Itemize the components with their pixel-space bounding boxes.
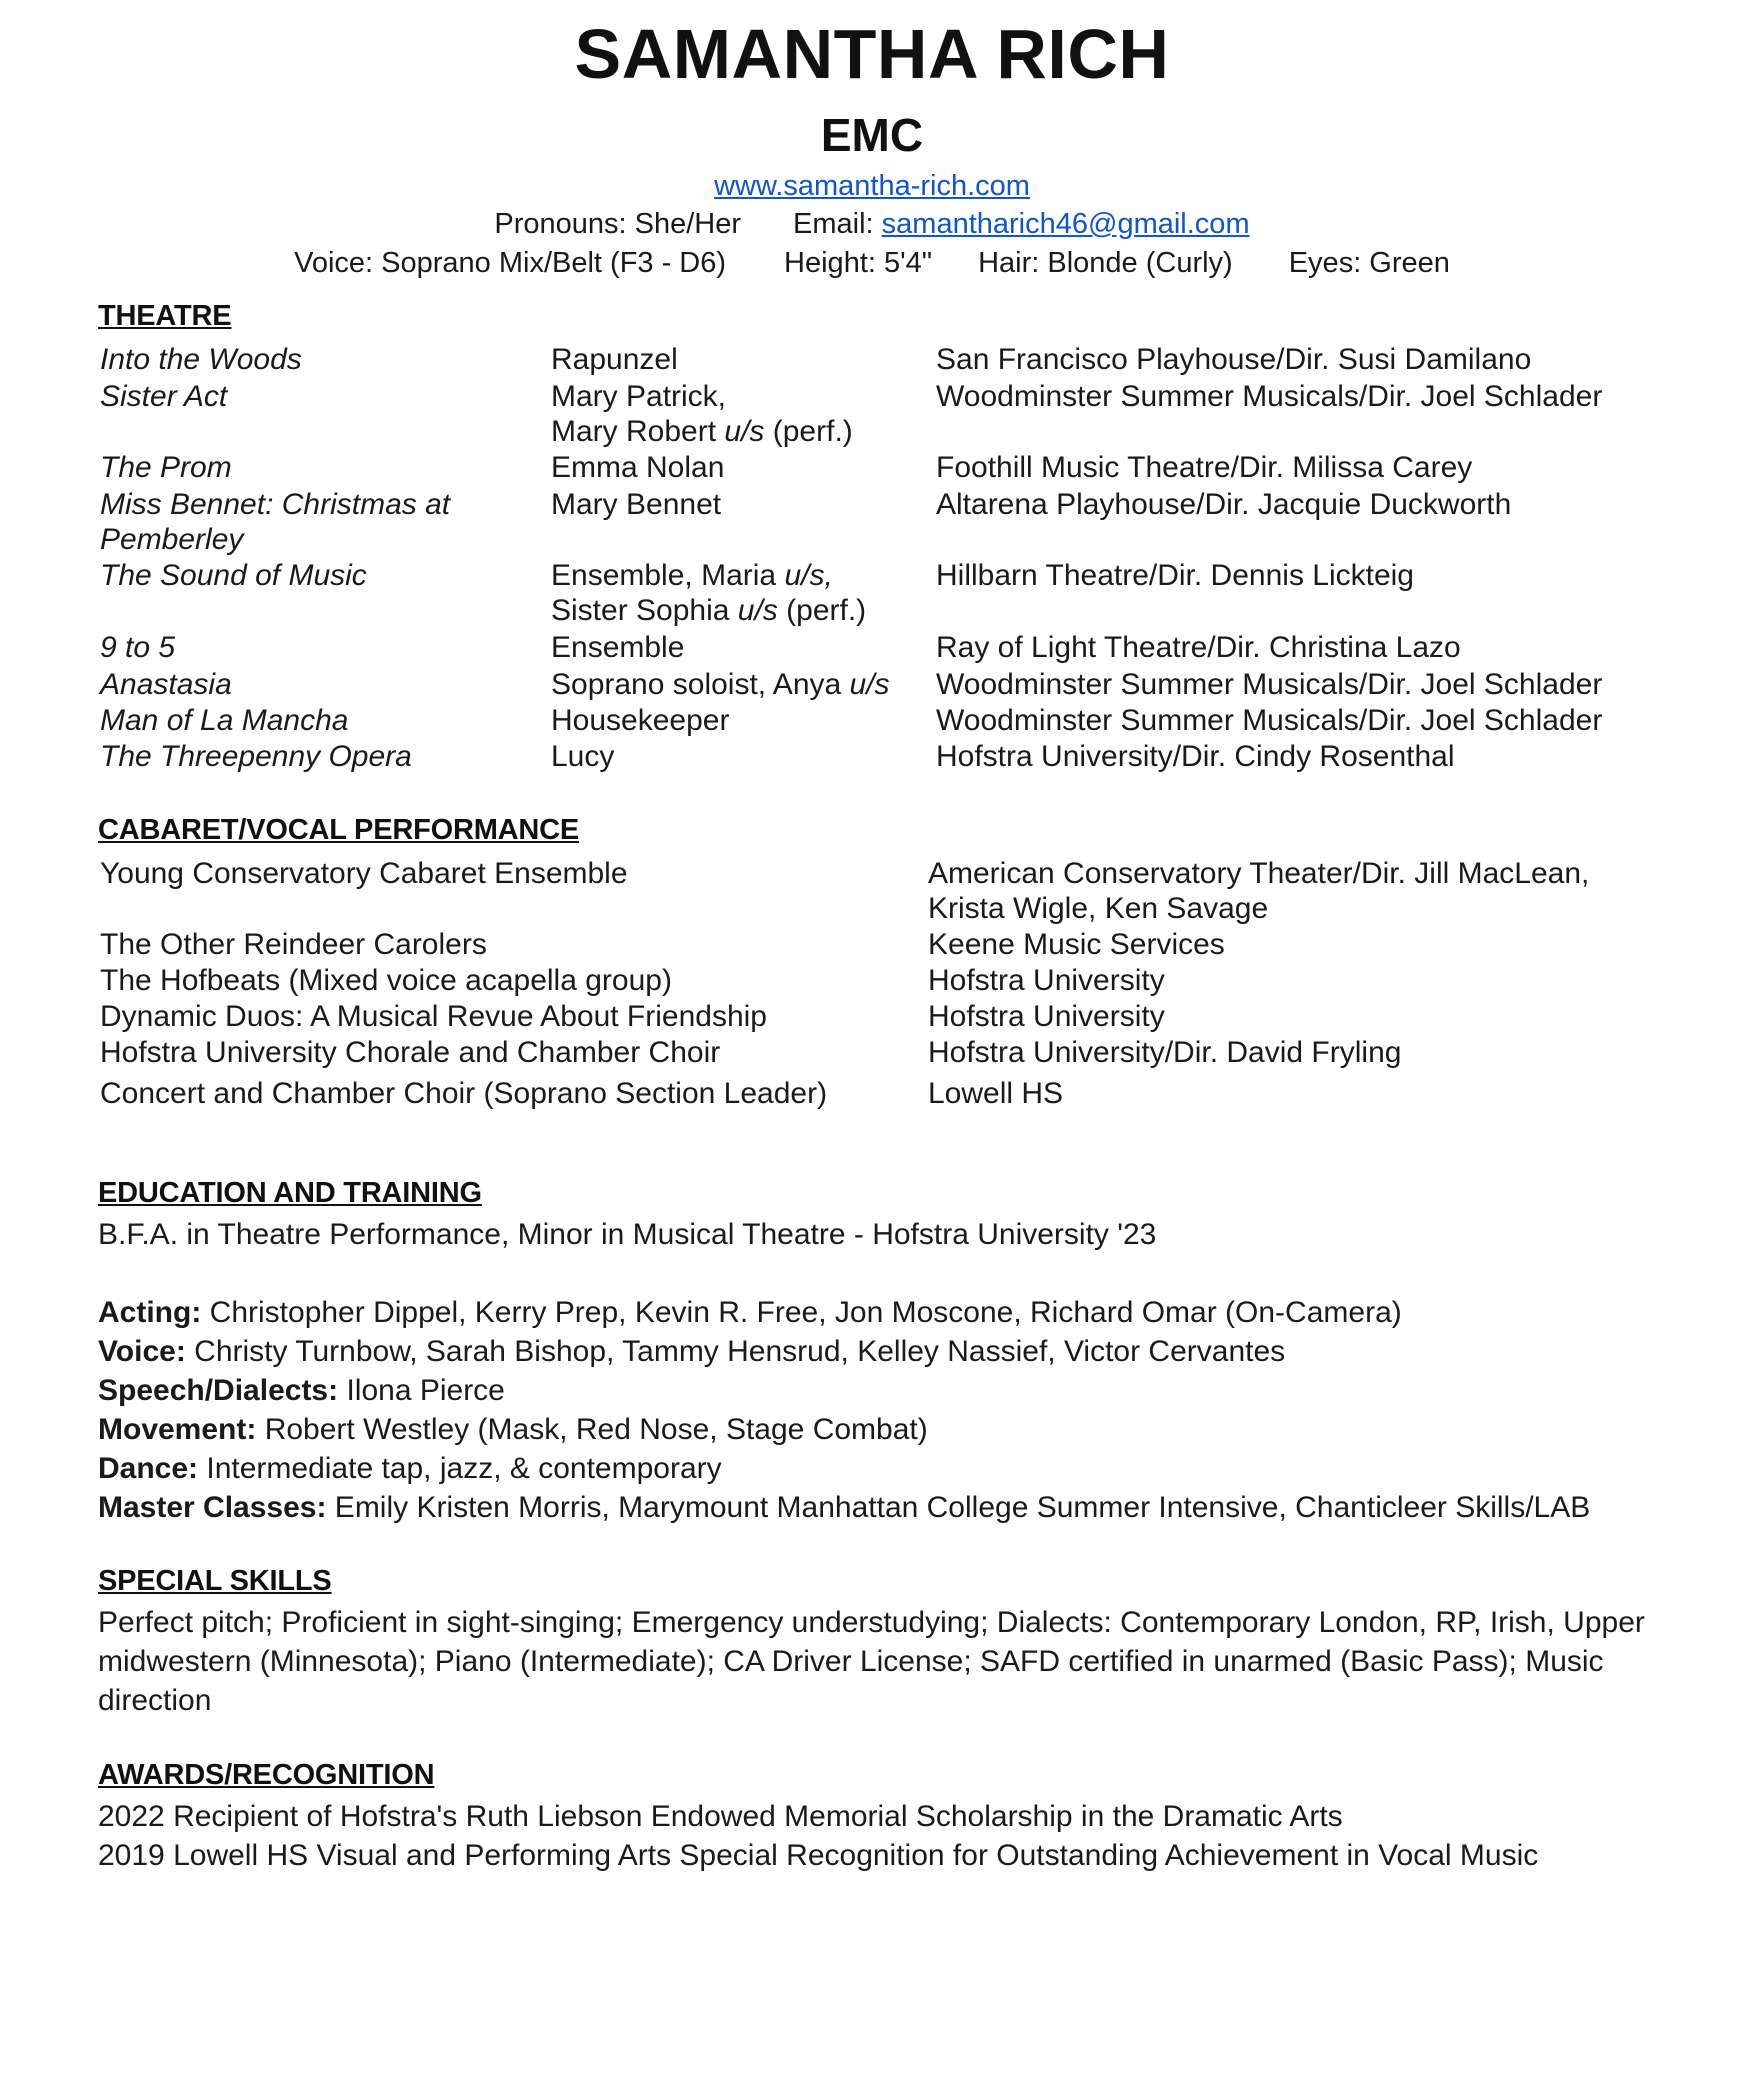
show-title: 9 to 5 [100, 631, 176, 664]
role-line [551, 593, 921, 628]
show-title: The Prom [100, 451, 232, 484]
website-link[interactable]: www.samantha-rich.com [714, 170, 1030, 202]
training-label: Dance: [98, 1452, 199, 1485]
show-title: Sister Act [100, 380, 228, 413]
hair: Hair: Blonde (Curly) [978, 247, 1233, 279]
awards-list [98, 1797, 1658, 1875]
role: Emma Nolan [551, 451, 725, 484]
understudy-tag: u/s, [784, 559, 833, 592]
performance: Young Conservatory Cabaret Ensemble [100, 857, 628, 890]
awards-heading: AWARDS/RECOGNITION [98, 1759, 435, 1791]
venue: Hofstra University/Dir. David Fryling [928, 1036, 1402, 1069]
performance: Hofstra University Chorale and Chamber Choir [100, 1036, 721, 1069]
venue: San Francisco Playhouse/Dir. Susi Damilano [936, 343, 1532, 376]
voice-type: Voice: Soprano Mix/Belt (F3 - D6) [294, 247, 727, 279]
cabaret-heading: CABARET/VOCAL PERFORMANCE [98, 814, 580, 846]
understudy-tag: u/s [724, 415, 765, 448]
understudy-tag: u/s [737, 594, 778, 627]
role-note: (perf.) [777, 594, 867, 627]
actor-name: SAMANTHA RICH [574, 15, 1170, 93]
training-text: Christopher Dippel, Kerry Prep, Kevin R. Free, Jon Moscone, Richard Omar (On-Camera) [201, 1296, 1402, 1329]
skills-text [98, 1603, 1658, 1720]
show-title-line: Miss Bennet: Christmas at [100, 488, 451, 521]
training-text: Ilona Pierce [338, 1374, 505, 1407]
skills-line: direction [98, 1684, 212, 1717]
stats-row [0, 247, 1744, 280]
show-title-line: Pemberley [100, 523, 244, 556]
understudy-tag: u/s [849, 668, 890, 701]
role [551, 558, 921, 628]
theatre-heading: THEATRE [98, 300, 232, 332]
training-text: Christy Turnbow, Sarah Bishop, Tammy Hensrud, Kelley Nassief, Victor Cervantes [185, 1335, 1286, 1368]
training-label: Master Classes: [98, 1491, 327, 1524]
training-label: Voice: [98, 1335, 186, 1368]
role-text: Ensemble, Maria [551, 559, 785, 592]
training-item [98, 1371, 1658, 1410]
pronouns: Pronouns: She/Her [494, 208, 742, 240]
performance: Concert and Chamber Choir (Soprano Section Leader) [100, 1077, 828, 1110]
role [551, 667, 921, 702]
education-heading: EDUCATION AND TRAINING [98, 1177, 482, 1209]
eyes: Eyes: Green [1288, 247, 1450, 279]
show-title: Into the Woods [100, 343, 302, 376]
show-title: The Threepenny Opera [100, 740, 412, 773]
show-title [100, 487, 540, 557]
award-item: 2019 Lowell HS Visual and Performing Arts Special Recognition for Outstanding Achievement in Vocal Music [98, 1839, 1539, 1872]
degree: B.F.A. in Theatre Performance, Minor in Musical Theatre - Hofstra University '23 [98, 1218, 1157, 1251]
venue: Woodminster Summer Musicals/Dir. Joel Schlader [936, 380, 1603, 413]
role: Rapunzel [551, 343, 678, 376]
skills-heading: SPECIAL SKILLS [98, 1565, 332, 1597]
show-title: Anastasia [100, 668, 232, 701]
union-status: EMC [820, 109, 924, 161]
role-line [551, 558, 921, 593]
website-row [0, 170, 1744, 203]
contact-row [0, 208, 1744, 241]
email-label: Email: [793, 208, 882, 240]
skills-line: midwestern (Minnesota); Piano (Intermediate); CA Driver License; SAFD certified in unarmed (Basic Pass); Music [98, 1645, 1604, 1678]
training-item [98, 1293, 1658, 1332]
training-text: Intermediate tap, jazz, & contemporary [198, 1452, 722, 1485]
venue [928, 856, 1648, 926]
training-item [98, 1410, 1658, 1449]
training-text: Emily Kristen Morris, Marymount Manhattan College Summer Intensive, Chanticleer Skills/LAB [326, 1491, 1591, 1524]
performance: The Other Reindeer Carolers [100, 928, 487, 961]
training-list [98, 1293, 1658, 1527]
skills-line: Perfect pitch; Proficient in sight-singing; Emergency understudying; Dialects: Contemporary London, RP, Irish, Upper [98, 1606, 1645, 1639]
training-item [98, 1449, 1658, 1488]
role [551, 379, 921, 449]
role-text: Mary Robert [551, 415, 725, 448]
training-label: Speech/Dialects: [98, 1374, 339, 1407]
venue: Hillbarn Theatre/Dir. Dennis Lickteig [936, 559, 1414, 592]
performance: The Hofbeats (Mixed voice acapella group) [100, 964, 672, 997]
role: Lucy [551, 740, 615, 773]
award-item: 2022 Recipient of Hofstra's Ruth Liebson Endowed Memorial Scholarship in the Dramatic Arts [98, 1800, 1343, 1833]
venue: Hofstra University [928, 964, 1165, 997]
role-line [551, 414, 921, 449]
venue: Foothill Music Theatre/Dir. Milissa Carey [936, 451, 1473, 484]
role-line: Mary Patrick, [551, 380, 727, 413]
role: Mary Bennet [551, 488, 722, 521]
venue: Keene Music Services [928, 928, 1225, 961]
training-item [98, 1332, 1658, 1371]
venue: Hofstra University/Dir. Cindy Rosenthal [936, 740, 1455, 773]
venue: Woodminster Summer Musicals/Dir. Joel Schlader [936, 668, 1603, 701]
role: Housekeeper [551, 704, 730, 737]
role-text: Sister Sophia [551, 594, 738, 627]
venue: Hofstra University [928, 1000, 1165, 1033]
venue-line: Krista Wigle, Ken Savage [928, 892, 1269, 925]
role-text: Soprano soloist, Anya [551, 668, 850, 701]
venue: Ray of Light Theatre/Dir. Christina Lazo [936, 631, 1461, 664]
role-note: (perf.) [764, 415, 853, 448]
training-text: Robert Westley (Mask, Red Nose, Stage Combat) [256, 1413, 928, 1446]
performance: Dynamic Duos: A Musical Revue About Friendship [100, 1000, 767, 1033]
email-link[interactable]: samantharich46@gmail.com [881, 208, 1250, 240]
height: Height: 5'4" [784, 247, 933, 279]
venue: Lowell HS [928, 1077, 1064, 1110]
training-label: Movement: [98, 1413, 257, 1446]
venue: Altarena Playhouse/Dir. Jacquie Duckworth [936, 488, 1512, 521]
show-title: The Sound of Music [100, 559, 367, 592]
show-title: Man of La Mancha [100, 704, 349, 737]
training-label: Acting: [98, 1296, 202, 1329]
role: Ensemble [551, 631, 685, 664]
venue-line: American Conservatory Theater/Dir. Jill MacLean, [928, 857, 1590, 890]
venue: Woodminster Summer Musicals/Dir. Joel Schlader [936, 704, 1603, 737]
training-item [98, 1488, 1658, 1527]
